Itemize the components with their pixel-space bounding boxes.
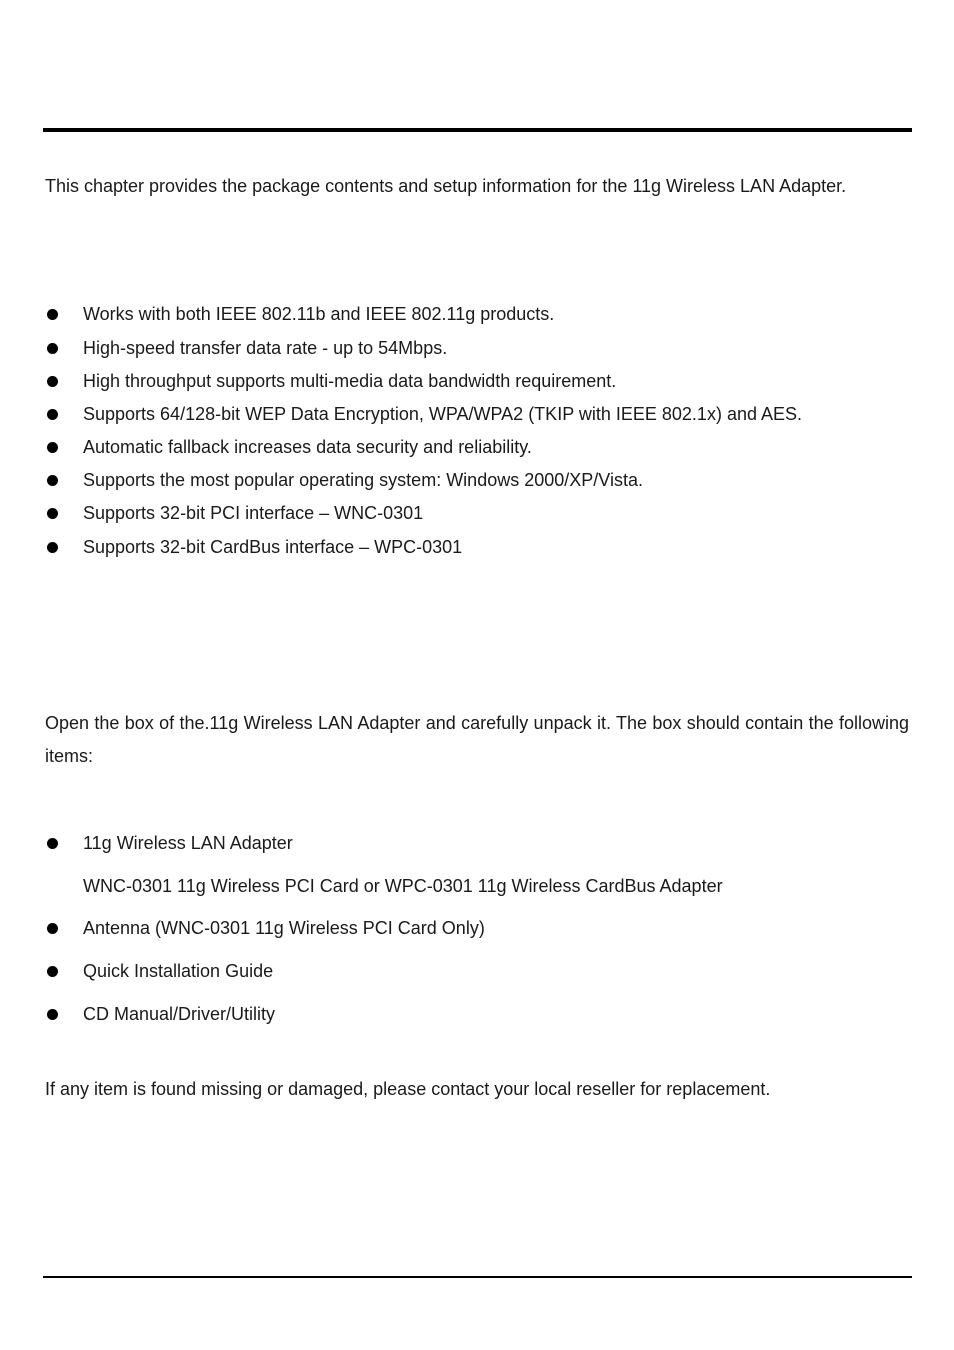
bullet-icon (47, 838, 58, 849)
bullet-icon (47, 309, 58, 320)
feature-text: Supports 64/128-bit WEP Data Encryption, WPA/WPA2 (TKIP with IEEE 802.1x) and AES. (83, 404, 802, 424)
bullet-icon (47, 923, 58, 934)
bullet-icon (47, 442, 58, 453)
package-item-text: 11g Wireless LAN Adapter (83, 833, 293, 853)
missing-note: If any item is found missing or damaged, please contact your local reseller for replacement. (45, 1079, 771, 1099)
footer-rule (43, 1276, 912, 1278)
bullet-icon (47, 508, 58, 519)
feature-text: Automatic fallback increases data security and reliability. (83, 437, 532, 457)
bullet-icon (47, 376, 58, 387)
chapter-intro: This chapter provides the package contents and setup information for the 11g Wireless LAN Adapter. (45, 176, 847, 196)
package-intro: Open the box of the.11g Wireless LAN Adapter and carefully unpack it. The box should contain the following items: (45, 713, 909, 766)
bullet-icon (47, 1009, 58, 1020)
feature-text: Works with both IEEE 802.11b and IEEE 802.11g products. (83, 304, 555, 324)
package-item-text: CD Manual/Driver/Utility (83, 1004, 276, 1024)
feature-text: Supports 32-bit CardBus interface – WPC-0301 (83, 537, 463, 557)
bullet-icon (47, 343, 58, 354)
feature-text: High-speed transfer data rate - up to 54Mbps. (83, 338, 448, 358)
bullet-icon (47, 409, 58, 420)
package-item-text: Antenna (WNC-0301 11g Wireless PCI Card Only) (83, 918, 485, 938)
bullet-icon (47, 475, 58, 486)
package-item-text: Quick Installation Guide (83, 961, 274, 981)
bullet-icon (47, 966, 58, 977)
header-rule (43, 128, 912, 132)
feature-text: High throughput supports multi-media data bandwidth requirement. (83, 371, 617, 391)
bullet-icon (47, 542, 58, 553)
package-item-note: WNC-0301 11g Wireless PCI Card or WPC-0301 11g Wireless CardBus Adapter (83, 876, 723, 896)
feature-text: Supports the most popular operating system: Windows 2000/XP/Vista. (83, 470, 643, 490)
feature-text: Supports 32-bit PCI interface – WNC-0301 (83, 503, 424, 523)
